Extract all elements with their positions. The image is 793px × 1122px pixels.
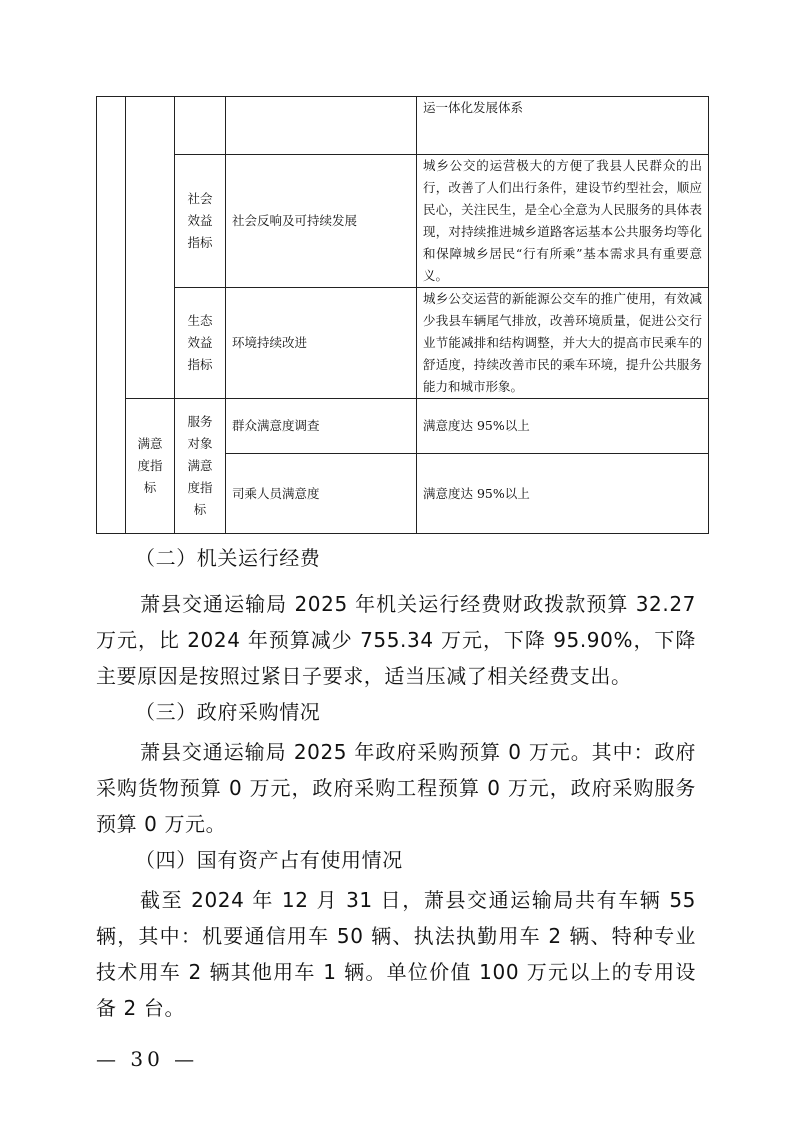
section-heading: （二）机关运行经费 bbox=[135, 546, 321, 570]
category-label: 生态效益指标 bbox=[187, 313, 213, 372]
table-cell-description: 城乡公交运营的新能源公交车的推广使用，有效减少我县车辆尾气排放，改善环境质量，促进公交行业节能减排和结构调整，并大大的提高市民乘车的舒适度，持续改善市民的乘车环境，提升公共服务能力和城市形象。 bbox=[417, 288, 709, 399]
section-body: 截至 2024 年 12 月 31 日，萧县交通运输局共有车辆 55 辆，其中：机要通信用车 50 辆、执法执勤用车 2 辆、特种专业技术用车 2 辆其他用车 1 辆。单位价值 100 万元以上的专用设备 2 台。 bbox=[96, 888, 696, 1020]
table-cell-indicator: 司乘人员满意度 bbox=[226, 454, 417, 534]
table-col2-cell bbox=[126, 97, 175, 399]
section-body: 萧县交通运输局 2025 年政府采购预算 0 万元。其中：政府采购货物预算 0 万元，政府采购工程预算 0 万元，政府采购服务预算 0 万元。 bbox=[96, 740, 696, 836]
level3-label: 服务对象满意度指标 bbox=[187, 414, 213, 517]
section-heading: （三）政府采购情况 bbox=[135, 700, 321, 724]
page-number: — 30 — bbox=[96, 1047, 199, 1071]
table-col4-cell bbox=[226, 97, 417, 155]
table-cell-description: 城乡公交的运营极大的方便了我县人民群众的出行，改善了人们出行条件，建设节约型社会，顺应民心，关注民生，是全心全意为人民服务的具体表现，对持续推进城乡道路客运基本公共服务均等化和保障城乡居民“行有所乘”基本需求具有重要意义。 bbox=[417, 155, 709, 288]
table-cell-category bbox=[175, 155, 226, 288]
level2-label: 满意度指标 bbox=[137, 436, 163, 495]
table-col3-cell bbox=[175, 97, 226, 155]
performance-indicator-table bbox=[96, 96, 709, 534]
table-col1-cell bbox=[97, 97, 126, 534]
category-label: 社会效益指标 bbox=[187, 191, 213, 250]
table-cell-level2 bbox=[126, 399, 175, 534]
table-cell-indicator: 社会反响及可持续发展 bbox=[226, 155, 417, 288]
table-cell-value: 满意度达 95%以上 bbox=[417, 454, 709, 534]
table-cell-category bbox=[175, 288, 226, 399]
section-heading: （四）国有资产占有使用情况 bbox=[135, 848, 403, 872]
section-body: 萧县交通运输局 2025 年机关运行经费财政拨款预算 32.27 万元，比 2024 年预算减少 755.34 万元，下降 95.90%，下降主要原因是按照过紧日子要求，适当压减了相关经费支出。 bbox=[96, 592, 696, 688]
table-cell-indicator: 群众满意度调查 bbox=[226, 399, 417, 454]
table-cell-value: 满意度达 95%以上 bbox=[417, 399, 709, 454]
table-cell-level3 bbox=[175, 399, 226, 534]
table-cell-indicator: 环境持续改进 bbox=[226, 288, 417, 399]
table-cell-description: 运一体化发展体系 bbox=[417, 97, 709, 155]
